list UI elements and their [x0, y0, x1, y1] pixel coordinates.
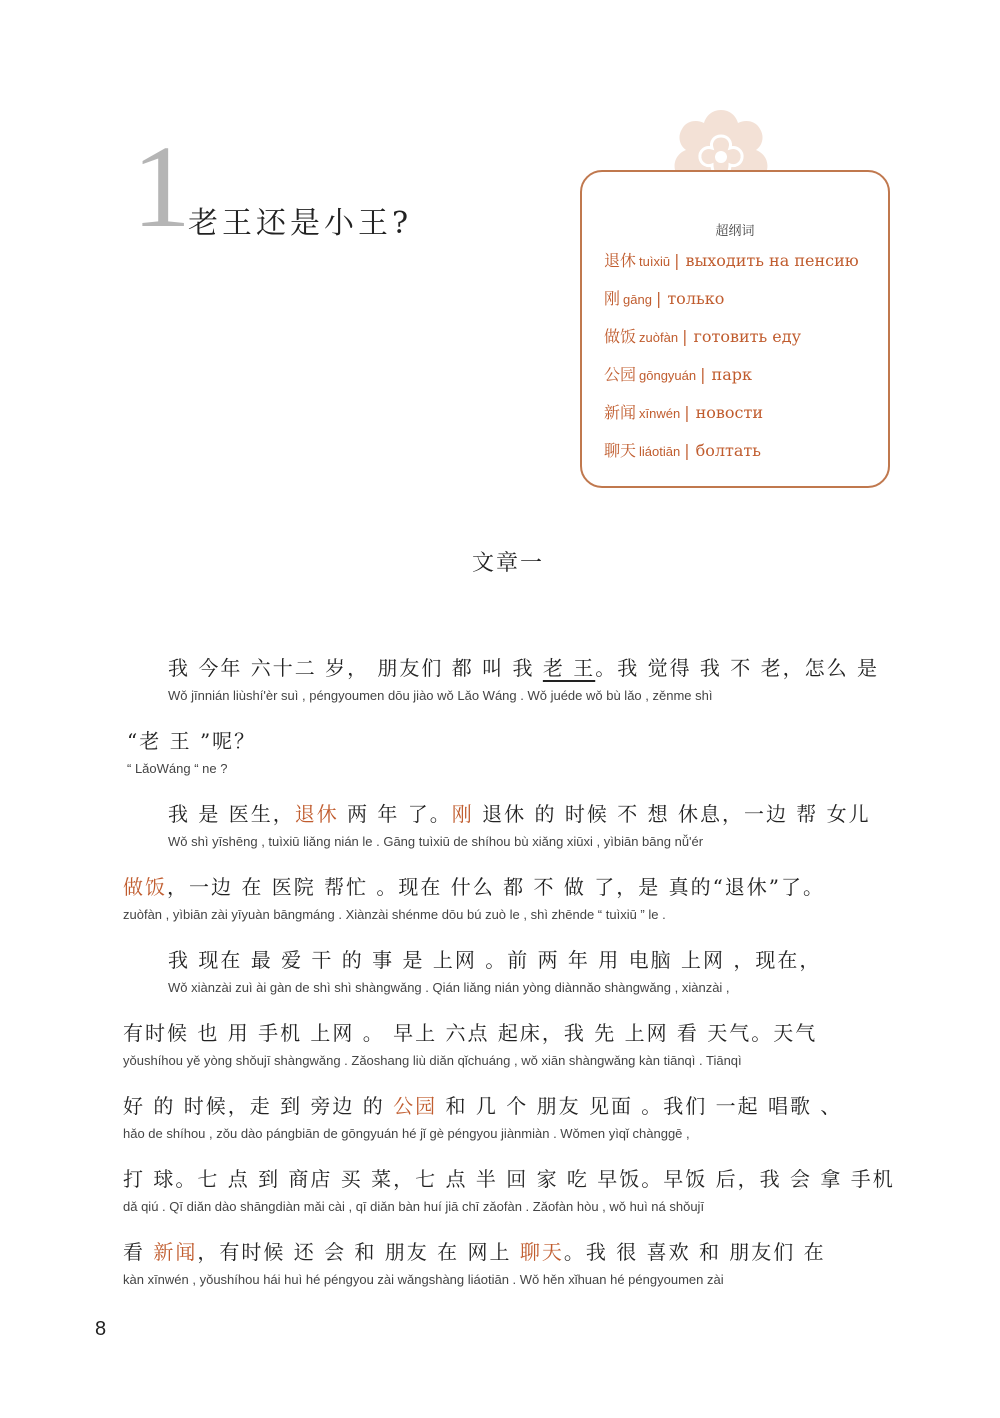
pinyin-line: Wǒ jīnnián liùshí'èr suì , péngyoumen dōu jiào wǒ Lǎo Wáng . Wǒ juéde wǒ bù lǎo , zěnme shì — [168, 688, 713, 703]
article-line — [168, 944, 821, 995]
hanzi-line — [123, 1090, 842, 1119]
vocabulary-item — [604, 326, 859, 364]
hanzi-text: 看 — [123, 1240, 154, 1264]
vocabulary-separator: | — [684, 441, 690, 460]
pinyin-line: kàn xīnwén , yǒushíhou hái huì hé péngyou zài wǎngshàng liáotiān . Wǒ hěn xǐhuan hé péngyoumen zài — [123, 1272, 724, 1287]
hanzi-text: “老 王 ”呢？ — [127, 729, 257, 753]
pinyin-line: dǎ qiú . Qī diǎn dào shāngdiàn mǎi cài , qī diǎn bàn huí jiā chī zǎofàn . Zǎofàn hòu , wǒ huì ná shǒujī — [123, 1199, 705, 1214]
vocabulary-list — [604, 250, 859, 478]
pinyin-line: Wǒ xiànzài zuì ài gàn de shì shì shàngwǎng . Qián liǎng nián yòng diànnǎo shàngwǎng , xiànzài , — [168, 980, 730, 995]
hanzi-text: 退休 的 时候 不 想 休息，一边 帮 女儿 — [473, 802, 871, 826]
lesson-title: 老王还是小王? — [188, 206, 413, 241]
vocabulary-highlight: 聊天 — [519, 1240, 564, 1264]
vocabulary-pinyin: gōngyuán — [639, 368, 697, 383]
hanzi-text: 打 球。七 点 到 商店 买 菜，七 点 半 回 家 吃 早饭。早饭 后，我 会 拿 手机 — [123, 1167, 895, 1191]
vocabulary-separator: | — [700, 365, 706, 384]
vocabulary-pinyin: zuòfàn — [639, 330, 679, 345]
vocabulary-separator: | — [655, 289, 662, 308]
article-line — [123, 1236, 826, 1287]
vocabulary-hanzi: 做饭 — [604, 327, 637, 346]
pinyin-line: zuòfàn , yìbiān zài yīyuàn bāngmáng . Xiànzài shénme dōu bú zuò le , shì zhēnde “ tuìxiū ” le . — [123, 907, 666, 922]
vocabulary-highlight: 做饭 — [123, 875, 167, 899]
vocabulary-highlight: 公园 — [393, 1094, 438, 1118]
vocabulary-box — [580, 170, 890, 488]
hanzi-text: 我 现在 最 爱 干 的 事 是 上网 。前 两 年 用 电脑 上网 ，现在， — [168, 948, 822, 972]
hanzi-text: 我 今年 六十二 岁， 朋友们 都 叫 我 — [168, 656, 543, 680]
article-line — [123, 1017, 817, 1068]
vocabulary-meaning: только — [667, 289, 725, 308]
vocabulary-separator: | — [684, 403, 690, 422]
hanzi-text: 有时候 也 用 手机 上网 。 早上 六点 起床，我 先 上网 看 天气。天气 — [123, 1021, 818, 1045]
hanzi-line — [168, 652, 879, 681]
vocabulary-meaning: выходить на пенсию — [685, 251, 859, 270]
hanzi-text: 好 的 时候，走 到 旁边 的 — [123, 1094, 394, 1118]
hanzi-line — [123, 1163, 895, 1192]
article-line — [127, 725, 256, 776]
vocabulary-item — [604, 250, 859, 288]
vocabulary-item — [604, 288, 859, 326]
vocabulary-highlight: 刚 — [451, 802, 474, 826]
hanzi-text: 两 年 了。 — [338, 802, 452, 826]
hanzi-line — [127, 725, 256, 754]
vocabulary-meaning: болтать — [695, 441, 761, 460]
hanzi-text: 我 是 医生， — [168, 802, 295, 826]
hanzi-text: ，一边 在 医院 帮忙 。现在 什么 都 不 做 了，是 真的“退休”了。 — [167, 875, 826, 899]
vocabulary-meaning: парк — [711, 365, 752, 384]
pinyin-line: yǒushíhou yě yòng shǒujī shàngwǎng . Zǎoshang liù diǎn qǐchuáng , wǒ xiān shàngwǎng kàn tiānqì . Tiānqì — [123, 1053, 742, 1068]
vocabulary-heading: 超纲词 — [715, 224, 755, 239]
pinyin-line: “ LǎoWáng “ ne ? — [127, 761, 228, 776]
hanzi-text: 和 几 个 朋友 见面 。我们 一起 唱歌 、 — [437, 1094, 843, 1118]
article-line — [123, 1090, 842, 1141]
vocabulary-pinyin: tuìxiū — [639, 254, 671, 269]
hanzi-text: 。我 觉得 我 不 老，怎么 是 — [595, 656, 880, 680]
vocabulary-hanzi: 聊天 — [604, 441, 637, 460]
vocabulary-separator: | — [682, 327, 688, 346]
article-line — [168, 798, 871, 849]
hanzi-text: ，有时候 还 会 和 朋友 在 网上 — [197, 1240, 520, 1264]
hanzi-text: 。我 很 喜欢 和 朋友们 在 — [563, 1240, 826, 1264]
vocabulary-highlight: 新闻 — [153, 1240, 198, 1264]
pinyin-line: Wǒ shì yīshēng , tuìxiū liǎng nián le . Gāng tuìxiū de shíhou bù xiǎng xiūxi , yìbiān bāng nǚ'ér — [168, 834, 704, 849]
page-number: 8 — [95, 1318, 107, 1340]
vocabulary-item — [604, 402, 859, 440]
vocabulary-hanzi: 公园 — [604, 365, 637, 384]
vocabulary-meaning: новости — [695, 403, 764, 422]
vocabulary-item — [604, 364, 859, 402]
vocabulary-hanzi: 刚 — [604, 289, 621, 308]
article-line — [168, 652, 879, 703]
vocabulary-pinyin: gāng — [623, 292, 652, 307]
lesson-number: 1 — [132, 121, 191, 252]
vocabulary-separator: | — [674, 251, 680, 270]
article-line — [123, 1163, 895, 1214]
vocabulary-hanzi: 退休 — [604, 251, 637, 270]
hanzi-line — [168, 798, 871, 827]
hanzi-line — [123, 1236, 826, 1265]
hanzi-line — [123, 871, 825, 900]
hanzi-line — [123, 1017, 817, 1046]
vocabulary-item — [604, 440, 859, 478]
vocabulary-pinyin: liáotiān — [639, 444, 681, 459]
article-line — [123, 871, 825, 922]
vocabulary-meaning: готовить еду — [693, 327, 802, 346]
vocabulary-hanzi: 新闻 — [604, 403, 637, 422]
vocabulary-highlight: 退休 — [294, 802, 339, 826]
underlined-text: 老 王 — [542, 656, 596, 680]
hanzi-line — [168, 944, 821, 973]
pinyin-line: hǎo de shíhou , zǒu dào pángbiān de gōngyuán hé jǐ gè péngyou jiànmiàn . Wǒmen yìqǐ chànggē , — [123, 1126, 690, 1141]
article-title: 文章一 — [471, 551, 544, 576]
vocabulary-pinyin: xīnwén — [639, 406, 681, 421]
